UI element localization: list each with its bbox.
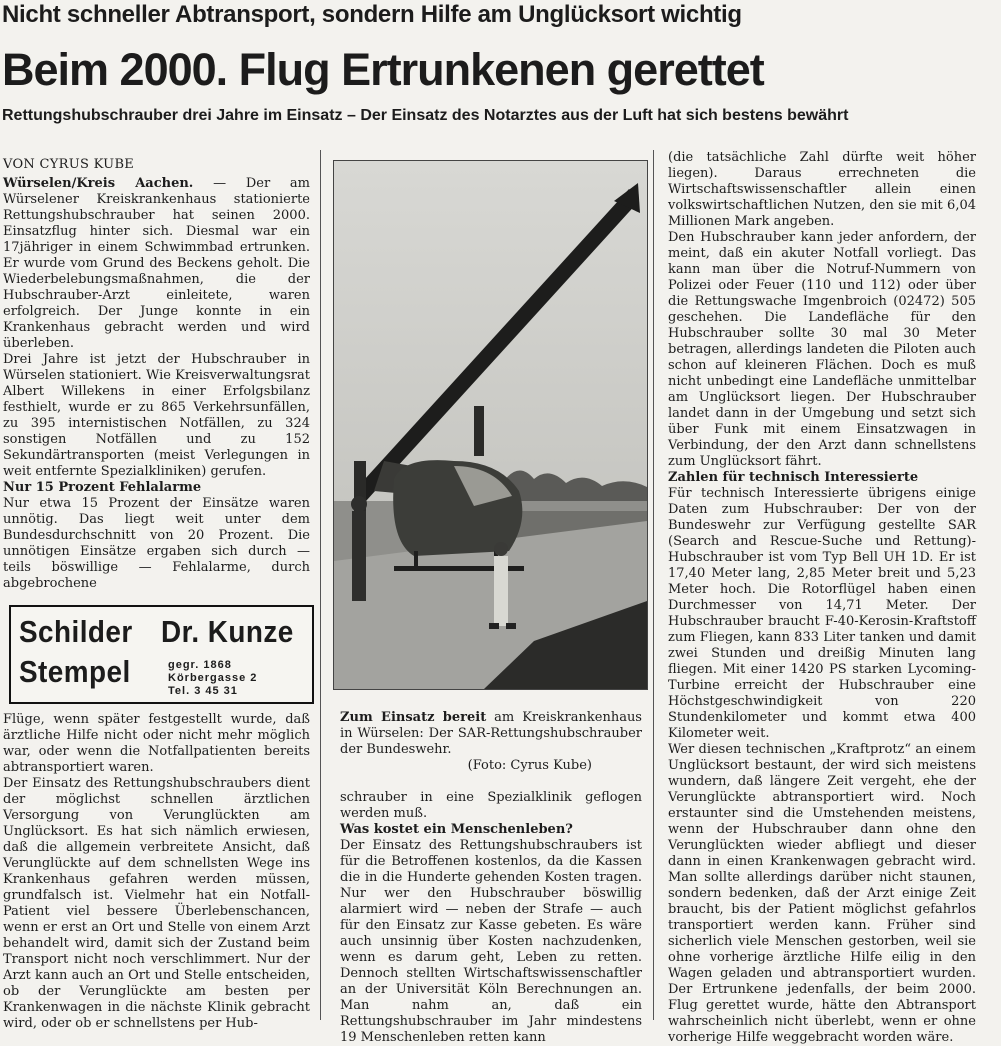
column-3: [668, 150, 976, 1045]
paragraph: (die tatsächliche Zahl dürfte weit höher liegen). Daraus errechneten die Wirtschaftswissenschaftler allein einen volkswirtschaftlichen Nutzen, den sie mit 6,04 Millionen Mark angeben.: [668, 150, 976, 229]
section-heading: Zahlen für technisch Interessierte: [668, 470, 919, 485]
kicker: Nicht schneller Abtransport, sondern Hilfe am Unglücksort wichtig: [2, 1, 742, 28]
photo-credit: (Foto: Cyrus Kube): [467, 758, 592, 773]
paragraph: Der Einsatz des Rettungshubschraubers ist für die Betroffenen kostenlos, da die Kassen die in die Hunderte gehenden Kosten tragen. Nur wer den Hubschrauber böswillig alarmiert wird — neben der Strafe — auch für den Einsatz zur Kasse gebeten. Es wäre auch unsinnig über Kosten nachzudenken, wenn es darum geht, Leben zu retten. Dennoch stellten Wirtschaftswissenschaftler an der Universität Köln Berechnungen an. Man nahm an, daß ein Rettungshubschrauber im Jahr mindestens 19 Menschenleben retten kann: [340, 838, 642, 1045]
ad-name: Dr. Kunze: [161, 614, 294, 649]
paragraph: Würselen/Kreis Aachen. — Der am Würselener Kreiskrankenhaus stationierte Rettungshubschrauber hat seinen 2000. Einsatzflug hinter sich. Diesmal war ein 17jähriger in einem Schwimmbad ertrunken. Er wurde vom Grund des Beckens geholt. Die Wiederbelebungsmaßnahmen, die der Hubschrauber-Arzt einleitete, waren erfolgreich. Der Junge konnte in ein Krankenhaus gebracht werden und wird überleben.: [3, 176, 310, 351]
paragraph: Der Einsatz des Rettungshubschraubers dient der möglichst schnellen ärztlichen Versorgung von Verunglückten am Unglücksort. Es hat sich nämlich erwiesen, daß die allgemein verbreitete Ansicht, daß Verunglückte auf dem schnellsten Wege ins Krankenhaus gefahren werden müssen, grundfalsch ist. Vielmehr hat ein Notfall-Patient viel bessere Überlebenschancen, wenn er erst an Ort und Stelle von einem Arzt behandelt wird, damit sich der Zustand beim Transport nicht noch verschlimmert. Nur der Arzt kann auch an Ort und Stelle entscheiden, ob der Verunglückte am besten per Krankenwagen in die nächste Klinik gebracht wird, oder ob er schnellstens per Hub-: [3, 776, 310, 1031]
ad-word-stempel: Stempel: [19, 654, 131, 689]
helicopter-photo: [333, 160, 648, 690]
paragraph: Nur etwa 15 Prozent der Einsätze waren unnötig. Das liegt weit unter dem Bundesdurchschnitt von 20 Prozent. Die unnötigen Einsätze ergaben sich durch — teils böswillige — Fehlalarme, durch abgebrochene: [3, 496, 310, 591]
headline: Beim 2000. Flug Ertrunkenen gerettet: [2, 44, 764, 95]
caption-lead: Zum Einsatz bereit: [340, 710, 487, 725]
section-heading: Was kostet ein Menschenleben?: [340, 822, 573, 837]
helicopter-illustration: [334, 161, 647, 689]
byline: VON CYRUS KUBE: [3, 157, 135, 172]
section-heading: Nur 15 Prozent Fehlalarme: [3, 480, 202, 495]
caption-text: am Kreiskrankenhaus in Würselen: Der SAR-Rettungshubschrauber der Bundeswehr.: [340, 710, 642, 757]
advertisement: [9, 605, 314, 704]
paragraph: Wer diesen technischen „Kraftprotz“ an einem Unglücksort bestaunt, der wird sich meistens wundern, daß längere Zeit vergeht, ehe der Verunglückte abtransportiert wird. Noch erstaunter sind die Umstehenden meistens, wenn der Hubschrauber dann ohne den Verunglückten wieder abfliegt und dieser dann in einen Krankenwagen gebracht wird. Man sollte allerdings darüber nicht staunen, sondern bedenken, daß der Arzt einige Zeit braucht, bis der Patient möglichst gefahrlos transportiert werden kann. Früher sind sicherlich viele Menschen gestorben, weil sie ohne vorherige ärztliche Hilfe eilig in den Wagen geladen und abtransportiert wurden. Der Ertrunkene jedenfalls, der beim 2000. Flug gerettet wurde, hätte den Abtransport wahrscheinlich nicht überlebt, wenn er ohne vorherige Hilfe weggebracht worden wäre.: [668, 742, 976, 1045]
ad-contact: gegr. 1868 Körbergasse 2 Tel. 3 45 31: [168, 659, 258, 697]
column-1-top: [3, 157, 310, 589]
paragraph: Drei Jahre ist jetzt der Hubschrauber in Würselen stationiert. Wie Kreisverwaltungsrat Albert Willekens in einer Erfolgsbilanz festhielt, wurde er zu 865 Verkehrsunfällen, zu 395 internistischen Notfällen, zu 324 sonstigen Notfällen und zu 152 Sekundärtransporten (meist Verlegungen in weit entfernte Spezialkliniken) gerufen.: [3, 352, 310, 479]
dateline: Würselen/Kreis Aachen.: [3, 176, 194, 191]
subheadline: Rettungshubschrauber drei Jahre im Einsatz – Der Einsatz des Notarztes aus der Luft hat sich bestens bewährt: [2, 107, 849, 124]
column-1-bottom: [3, 712, 310, 1031]
paragraph: schrauber in eine Spezialklinik geflogen werden muß.: [340, 790, 642, 821]
ad-word-schilder: Schilder: [19, 614, 133, 649]
column-rule-left: [320, 150, 321, 1020]
paragraph: Den Hubschrauber kann jeder anfordern, der meint, daß ein akuter Notfall vorliegt. Das kann man über die Notruf-Nummern von Polizei oder Feuer (110 und 112) oder über die Rettungswache Imgenbroich (02472) 505 geschehen. Die Landefläche für den Hubschrauber sollte 30 mal 30 Meter betragen, allerdings landeten die Piloten auch schon auf kleineren Flächen. Doch es muß nicht unbedingt eine Landefläche unmittelbar am Unglücksort liegen. Der Hubschrauber landet dann in der Umgebung und setzt sich über Funk mit einem Einsatzwagen in Verbindung, der den Arzt dann schnellstens zum Unglücksort fährt.: [668, 230, 976, 469]
column-2-bottom: [340, 790, 642, 1045]
paragraph: Für technisch Interessierte übrigens einige Daten zum Hubschrauber: Der von der Bundeswehr zur Verfügung gestellte SAR (Search and Rescue-Suche und Rettung)-Hubschrauber ist vom Typ Bell UH 1D. Er ist 17,40 Meter lang, 2,85 Meter breit und 5,23 Meter hoch. Die Rotorflügel haben einen Durchmesser von 14,71 Meter. Der Hubschrauber braucht F-40-Kerosin-Kraftstoff zum Fliegen, kann 833 Liter tanken und damit zwei Stunden und dreißig Minuten lang fliegen. Mit einer 1420 PS starken Lycoming-Turbine erreicht der Hubschrauber eine Höchstgeschwindigkeit von 220 Stundenkilometer und kommt etwa 400 Kilometer weit.: [668, 486, 976, 741]
photo-caption: [340, 710, 642, 773]
column-rule-right: [653, 150, 654, 1020]
paragraph: Flüge, wenn später festgestellt wurde, daß ärztliche Hilfe nicht oder nicht mehr möglich war, oder wenn die Notfallpatienten bereits abtransportiert waren.: [3, 712, 310, 775]
